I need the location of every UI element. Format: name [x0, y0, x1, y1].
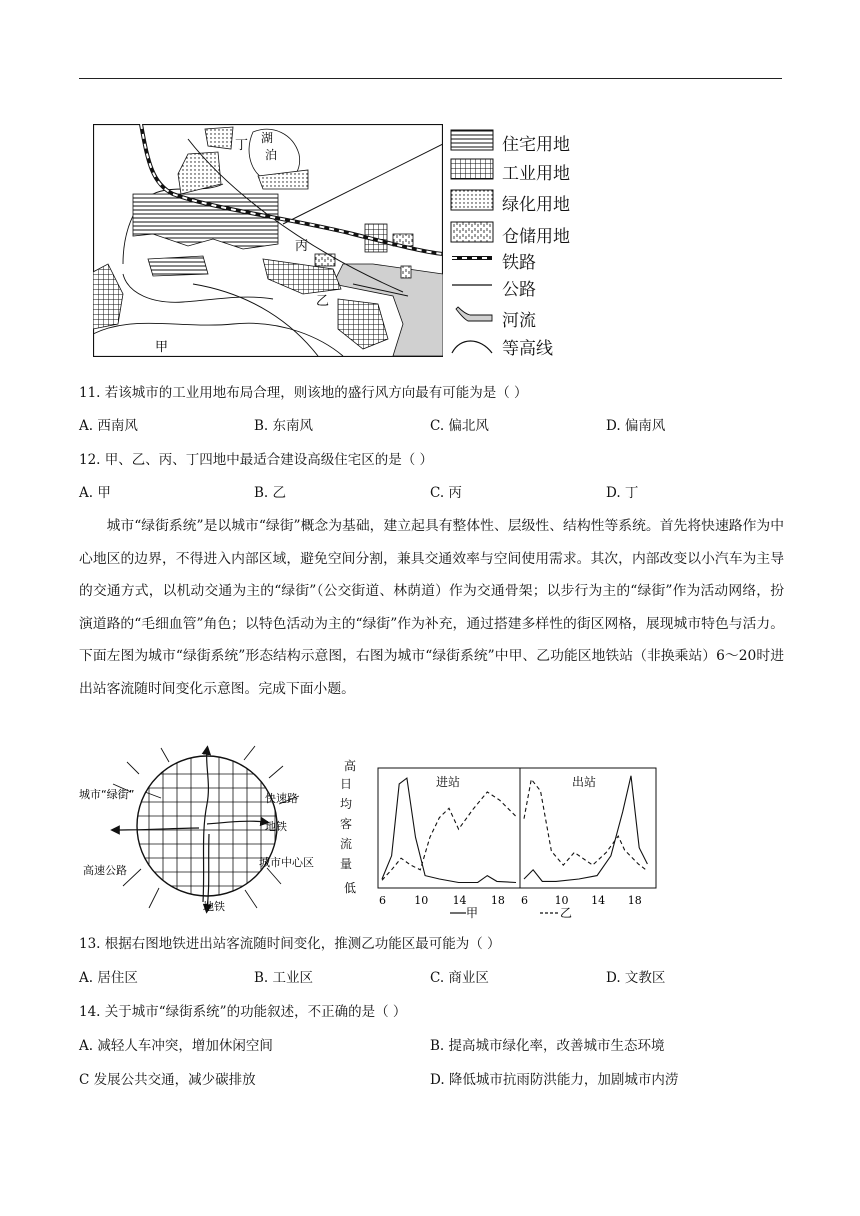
q14-option-c[interactable]: C 发展公共交通，减少碳排放: [79, 1072, 256, 1088]
q12-option-b[interactable]: B. 乙: [254, 485, 287, 501]
x-tick-label: 6: [379, 894, 386, 907]
y-bottom-label: 低: [344, 881, 357, 895]
series-line-yi-in: [382, 792, 516, 880]
label-metro-bottom: 地铁: [203, 900, 225, 913]
metro-flow-chart: [340, 756, 670, 921]
map-label-jia: 甲: [155, 340, 169, 355]
map-label-lake-1: 湖: [261, 131, 274, 145]
q14-option-d[interactable]: D. 降低城市抗雨防洪能力，加剧城市内涝: [430, 1072, 679, 1088]
legend-river: [450, 302, 590, 332]
x-tick-label: 14: [452, 894, 467, 907]
x-tick-label: 18: [627, 894, 642, 907]
question-13-stem: 13. 根据右图地铁进出站客流随时间变化，推测乙功能区最可能为（ ）: [79, 936, 501, 952]
q11-option-b[interactable]: B. 东南风: [254, 418, 314, 434]
map-svg: [93, 124, 443, 357]
legend-label: 等高线: [502, 339, 553, 359]
q13-option-a[interactable]: A. 居住区: [79, 970, 138, 986]
green-street-svg: [79, 744, 344, 914]
q14-option-a[interactable]: A. 减轻人车冲突，增加休闲空间: [79, 1038, 273, 1054]
question-11-stem: 11. 若该城市的工业用地布局合理，则该地的盛行风方向最有可能为是（ ）: [79, 385, 528, 401]
reading-passage: [79, 510, 784, 705]
x-tick-label: 6: [521, 894, 528, 907]
legend-label: 公路: [502, 280, 536, 300]
road-symbol-icon: [450, 274, 494, 296]
q11-option-d[interactable]: D. 偏南风: [606, 418, 666, 434]
green-pattern-icon: [450, 189, 494, 211]
legend-label: 绿化用地: [502, 195, 570, 215]
label-expressway: 快速路: [265, 792, 298, 805]
panel-out-title: 出站: [572, 775, 597, 789]
series-line-yi-out: [524, 779, 647, 871]
legend-label: 仓储用地: [502, 227, 570, 247]
x-tick-label: 18: [490, 894, 505, 907]
railway-symbol-icon: [450, 247, 494, 269]
q11-option-a[interactable]: A. 西南风: [79, 418, 138, 434]
q12-option-d[interactable]: D. 丁: [606, 485, 639, 501]
legend-contour: [450, 330, 590, 360]
legend-industrial: [450, 155, 590, 185]
q14-option-b[interactable]: B. 提高城市绿化率，改善城市生态环境: [430, 1038, 665, 1054]
legend-label: 河流: [502, 311, 536, 331]
river-symbol-icon: [450, 305, 494, 327]
industrial-pattern-icon: [450, 158, 494, 180]
label-city-center: 城市中心区: [259, 856, 314, 869]
metro-flow-svg: [340, 756, 670, 921]
header-rule: [79, 78, 782, 79]
q13-option-d[interactable]: D. 文教区: [606, 970, 666, 986]
legend-yi-label: 乙: [560, 906, 573, 920]
panel-in-title: 进站: [436, 775, 461, 789]
label-metro-right: 地铁: [265, 820, 287, 833]
series-line-jia-out: [524, 776, 647, 882]
series-line-jia-in: [382, 778, 516, 882]
legend-jia-label: 甲: [466, 906, 479, 920]
map-label-lake-2: 泊: [265, 148, 278, 162]
x-tick-label: 14: [591, 894, 606, 907]
passage-text: 城市“绿街系统”是以城市“绿街”概念为基础，建立起具有整体性、层级性、结构性等系统。首先将快速路作为中心地区的边界，不得进入内部区域，避免空间分割，兼具交通效率与空间使用需求。其次，内部改变以小汽车为主导的交通方式，以机动交通为主的“绿街”（公交街道、林荫道）作为交通骨架；以步行为主的“绿街”作为活动网络，扮演道路的“毛细血管”角色；以特色活动为主的“绿街”作为补充，通过搭建多样性的街区网格，展现城市特色与活力。下面左图为城市“绿街系统”形态结构示意图，右图为城市“绿街系统”中甲、乙功能区地铁站（非换乘站）6～20时进出站客流随时间变化示意图。完成下面小题。: [79, 518, 784, 697]
q13-option-c[interactable]: C. 商业区: [430, 970, 489, 986]
q12-option-a[interactable]: A. 甲: [79, 485, 111, 501]
label-green-street: 城市“绿街”: [79, 788, 135, 801]
map-label-bing: 丙: [295, 239, 309, 254]
legend-residential: [450, 126, 590, 156]
x-tick-label: 10: [414, 894, 429, 907]
legend-label: 铁路: [502, 253, 536, 273]
label-highway: 高速公路: [83, 864, 127, 877]
legend-green: [450, 186, 590, 216]
y-top-label: 高: [344, 759, 357, 773]
question-12-stem: 12. 甲、乙、丙、丁四地中最适合建设高级住宅区的是（ ）: [79, 452, 434, 468]
x-tick-label: 10: [554, 894, 569, 907]
residential-pattern-icon: [450, 129, 494, 151]
legend-railway: [450, 244, 590, 274]
q12-option-c[interactable]: C. 丙: [430, 485, 462, 501]
q11-option-c[interactable]: C. 偏北风: [430, 418, 489, 434]
y-axis-label: 日均客流量: [340, 777, 353, 871]
city-land-use-map: [93, 124, 443, 357]
contour-symbol-icon: [450, 333, 494, 355]
legend-road: [450, 271, 590, 301]
storage-pattern-icon: [450, 221, 494, 243]
map-label-ding: 丁: [235, 138, 249, 153]
q13-option-b[interactable]: B. 工业区: [254, 970, 314, 986]
map-legend: [450, 124, 590, 360]
green-street-structure-figure: [79, 744, 344, 914]
map-label-yi: 乙: [316, 294, 330, 309]
legend-label: 工业用地: [502, 164, 570, 184]
question-14-stem: 14. 关于城市“绿街系统”的功能叙述，不正确的是（ ）: [79, 1004, 407, 1020]
legend-label: 住宅用地: [502, 135, 570, 155]
